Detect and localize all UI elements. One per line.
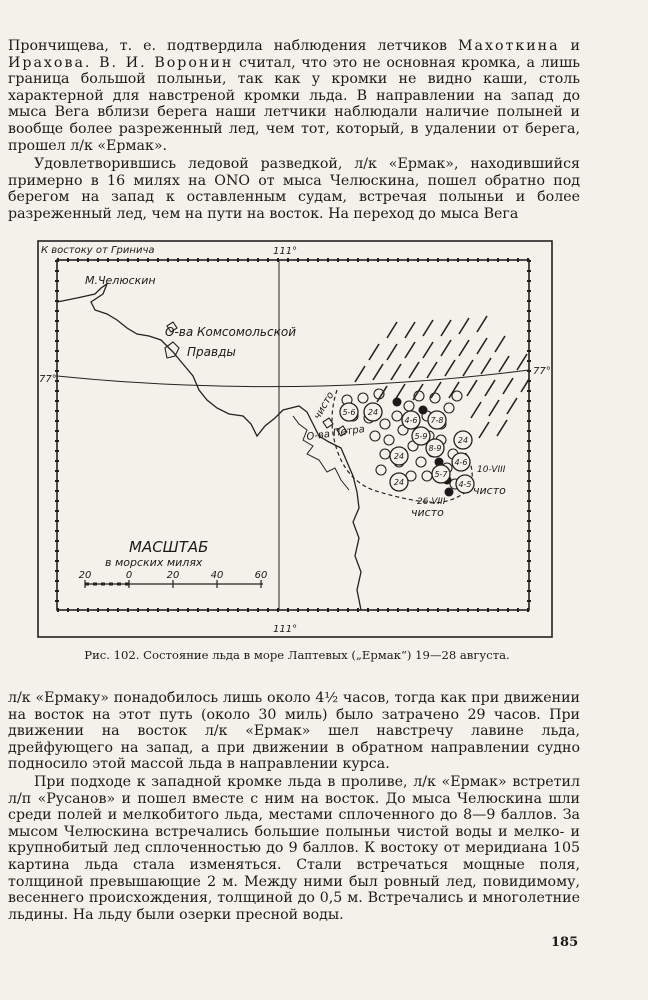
- paragraph-1-text-b: и: [559, 38, 581, 54]
- clear-water-label: чисто: [473, 484, 506, 497]
- surname-1: Махоткина: [457, 38, 560, 54]
- paragraph-1-text-a: Прончищева, т. е. подтвердила наблюдения летчиков: [8, 38, 458, 54]
- ice-code-label: 8-9: [428, 444, 442, 453]
- ice-code-label: 24: [367, 408, 379, 417]
- paragraph-2: Удовлетворившись ледовой разведкой, л/к «Ермак», находившийся примерно в 16 милях на ONO от мыса Челюскина, пошел обратно под берегом на запад к оставленным судам, встречая полыньи и более разреженный лед, чем на пути на восток. На переход до мыса Вега: [8, 156, 580, 222]
- ice-code-label: 4-6: [454, 458, 468, 467]
- petra-islands-label: О-ва Петра: [305, 423, 366, 443]
- ice-code-label: 4-5: [458, 480, 472, 489]
- date-label: 26-VIII: [417, 497, 446, 507]
- scale-units: в морских милях: [105, 556, 203, 569]
- paragraph-1: [8, 38, 580, 154]
- paragraph-3: л/к «Ермаку» понадобилось лишь около 4½ часов, тогда как при движении на восток на этот путь (около 30 миль) было затрачено 29 часов. При движении на восток л/к «Ермак» шел навстречу лавине льда, дрейфующего на запад, а при движении в обратном направлении судно подносило этой массой льда в направлении курса.: [8, 690, 580, 773]
- islands-label-line-1: О-ва Комсомольской: [165, 325, 296, 339]
- ice-code-label: 5-9: [414, 432, 428, 441]
- map-outer-frame: [38, 241, 552, 637]
- surname-2: Ирахова. В. И. Воронин: [8, 54, 234, 71]
- meridian-bottom-label: 111°: [273, 624, 298, 635]
- figure-caption: Рис. 102. Состояние льда в море Лаптевых („Ермак“) 19—28 августа.: [84, 648, 510, 662]
- parallel-right-label: 77°: [533, 366, 551, 377]
- paragraph-4: При подходе к западной кромке льда в проливе, л/к «Ермак» встретил л/п «Русанов» и пошел вместе с ним на восток. До мыса Челюскина шли среди полей и мелкобитого льда, местами сплоченного до 8—9 баллов. За мысом Челюскина встречались большие полыньи чистой воды и мелко- и крупнобитый лед сплоченностью до 9 баллов. К востоку от меридиана 105 картина льда стала изменяться. Стали встречаться мощные поля, толщиной превышающие 2 м. Между ними был ровный лед, повидимому, весеннего происхождения, толщиной до 0,5 м. Встречались и многолетние льдины. На льду были озерки пресной воды.: [8, 774, 580, 923]
- date-label: 10-VIII: [477, 465, 506, 475]
- ice-code-label: 5-7: [434, 470, 448, 479]
- scale-tick-label: 0: [125, 570, 133, 581]
- map-corner-label: К востоку от Гринича: [41, 245, 155, 256]
- cape-chelyuskin-label: М.Челюскин: [85, 274, 156, 287]
- ice-code-label: 4-6: [404, 416, 418, 425]
- page-number: 185: [551, 935, 579, 950]
- ice-code-label: 5-6: [342, 408, 356, 417]
- ice-code-label: 24: [457, 436, 469, 445]
- ice-map-figure: [37, 240, 553, 640]
- komsomolskaya-pravda-island: [165, 342, 179, 358]
- scale-tick-label: 20: [166, 570, 180, 581]
- scale-bar: [85, 580, 263, 588]
- ice-code-label: 7-8: [430, 416, 444, 425]
- paragraph-1-text-c: считал, что это не основная кромка, а лишь граница большой полыньи, так как у кромки не видно каши, столь характерной для навстреной кромки льда. В направлении на запад до мыса Вега вблизи берега наши летчики наблюдали наличие полыней и вообще более разреженный лед, чем тот, который, в удалении от берега, прошел л/к «Ермак».: [8, 54, 580, 154]
- clear-water-label: чисто: [411, 506, 444, 519]
- scale-tick-label: 40: [210, 570, 224, 581]
- scale-title: МАСШТАБ: [129, 538, 209, 556]
- islands-label-line-2: Правды: [187, 345, 236, 359]
- ice-code-label: 24: [393, 478, 405, 487]
- scale-tick-label: 20: [78, 570, 92, 581]
- parallel-left-label: 77°: [39, 374, 57, 385]
- meridian-top-label: 111°: [273, 246, 298, 257]
- ice-code-label: 24: [393, 452, 405, 461]
- scale-tick-label: 60: [254, 570, 268, 581]
- clear-water-label: чисто: [312, 390, 337, 422]
